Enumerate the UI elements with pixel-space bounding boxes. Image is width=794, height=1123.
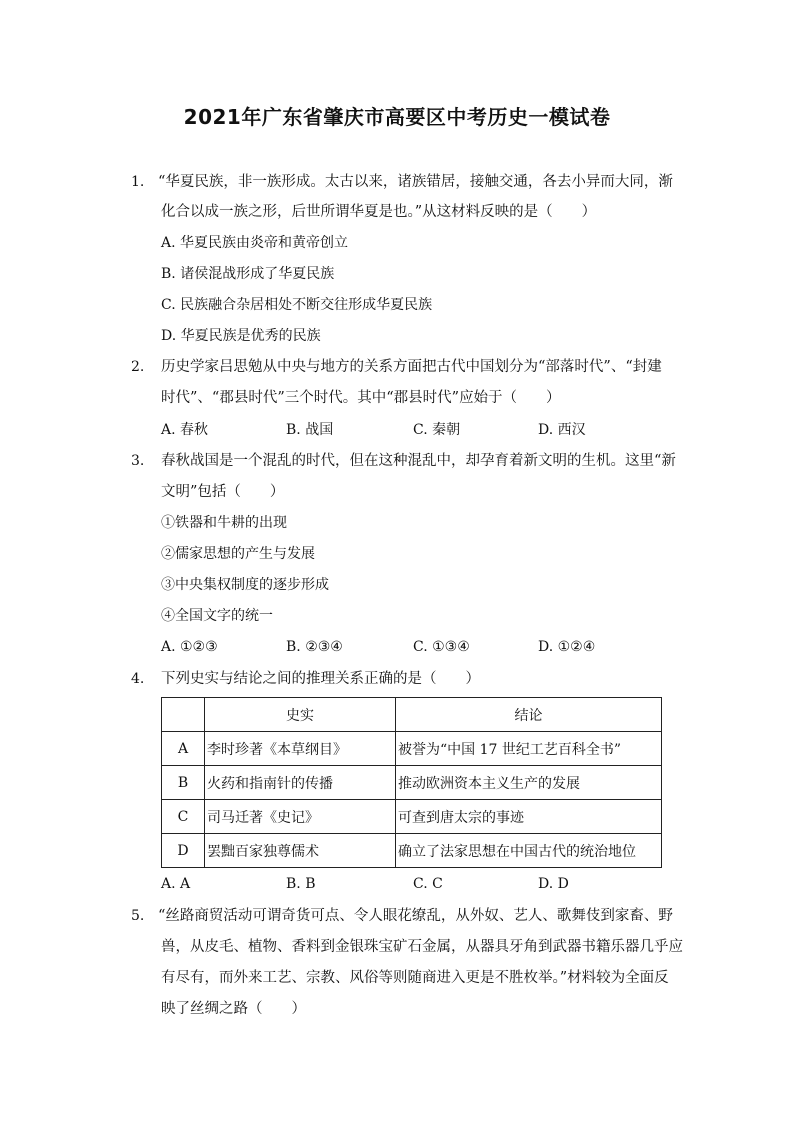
question-stem-line: 映了丝绸之路（ ）: [161, 1001, 306, 1017]
table-cell: 火药和指南针的传播: [205, 766, 396, 800]
table-cell: B: [162, 766, 205, 800]
table-cell: 李时珍著《本草纲目》: [205, 732, 396, 766]
option: A. ①②③: [161, 639, 218, 655]
option: D. 华夏民族是优秀的民族: [161, 328, 321, 344]
table-row: [162, 834, 662, 868]
table-cell: C: [162, 800, 205, 834]
option: B. B: [286, 876, 316, 892]
option: B. ②③④: [286, 639, 343, 655]
option: D. 西汉: [538, 422, 586, 438]
option: C. 民族融合杂居相处不断交往形成华夏民族: [161, 297, 433, 313]
table-cell: 推动欧洲资本主义生产的发展: [396, 766, 662, 800]
question-stem-line: 春秋战国是一个混乱的时代，但在这种混乱中，却孕育着新文明的生机。这里“新: [161, 453, 676, 469]
statement-item: ③中央集权制度的逐步形成: [161, 577, 329, 593]
table-header-cell: 史实: [205, 698, 396, 732]
table-cell: A: [162, 732, 205, 766]
table-cell: 司马迁著《史记》: [205, 800, 396, 834]
question-stem-line: 文明”包括（ ）: [161, 484, 285, 500]
question-stem-line: 有尽有，而外来工艺、宗教、风俗等则随商进入更是不胜枚举。”材料较为全面反: [161, 970, 669, 986]
table-cell: 罢黜百家独尊儒术: [205, 834, 396, 868]
statement-item: ②儒家思想的产生与发展: [161, 546, 315, 562]
table-cell: D: [162, 834, 205, 868]
question-number: 5.: [131, 908, 145, 924]
option: A. 华夏民族由炎帝和黄帝创立: [161, 235, 349, 251]
option: C. 秦朝: [413, 422, 461, 438]
option: D. ①②④: [538, 639, 596, 655]
question-stem-line: “丝路商贸活动可谓奇货可点、令人眼花缭乱，从外奴、艺人、歌舞伎到家畜、野: [158, 908, 673, 924]
table-row: [162, 766, 662, 800]
table-row: [162, 800, 662, 834]
table-cell: 确立了法家思想在中国古代的统治地位: [396, 834, 662, 868]
question-number: 2.: [131, 359, 145, 375]
question-number: 3.: [131, 453, 145, 469]
question-number: 1.: [131, 174, 145, 190]
option: A. A: [161, 876, 191, 892]
table-header-cell: 结论: [396, 698, 662, 732]
question-table: [161, 697, 662, 868]
option: B. 战国: [286, 422, 334, 438]
question-stem-line: 下列史实与结论之间的推理关系正确的是（ ）: [161, 671, 480, 687]
table-header-row: [162, 698, 662, 732]
option: C. C: [413, 876, 443, 892]
table-header-cell: [162, 698, 205, 732]
question-stem-line: “华夏民族，非一族形成。太古以来，诸族错居，接触交通，各去小异而大同，渐: [158, 174, 673, 190]
statement-item: ④全国文字的统一: [161, 608, 273, 624]
table-row: [162, 732, 662, 766]
question-stem-line: 化合以成一族之形，后世所谓华夏是也。”从这材料反映的是（ ）: [161, 204, 597, 220]
table-cell: 可查到唐太宗的事迹: [396, 800, 662, 834]
question-stem-line: 兽，从皮毛、植物、香料到金银珠宝矿石金属，从器具牙角到武器书籍乐器几乎应: [161, 939, 683, 955]
question-stem-line: 历史学家吕思勉从中央与地方的关系方面把古代中国划分为“部落时代”、“封建: [161, 359, 662, 375]
option: A. 春秋: [161, 422, 209, 438]
page-title: 2021年广东省肇庆市高要区中考历史一模试卷: [183, 105, 611, 129]
statement-item: ①铁器和牛耕的出现: [161, 515, 287, 531]
option: B. 诸侯混战形成了华夏民族: [161, 266, 335, 282]
option: C. ①③④: [413, 639, 470, 655]
question-number: 4.: [131, 671, 145, 687]
table-cell: 被誉为“中国 17 世纪工艺百科全书”: [396, 732, 662, 766]
option: D. D: [538, 876, 569, 892]
question-stem-line: 时代”、“郡县时代”三个时代。其中“郡县时代”应始于（ ）: [161, 390, 561, 406]
